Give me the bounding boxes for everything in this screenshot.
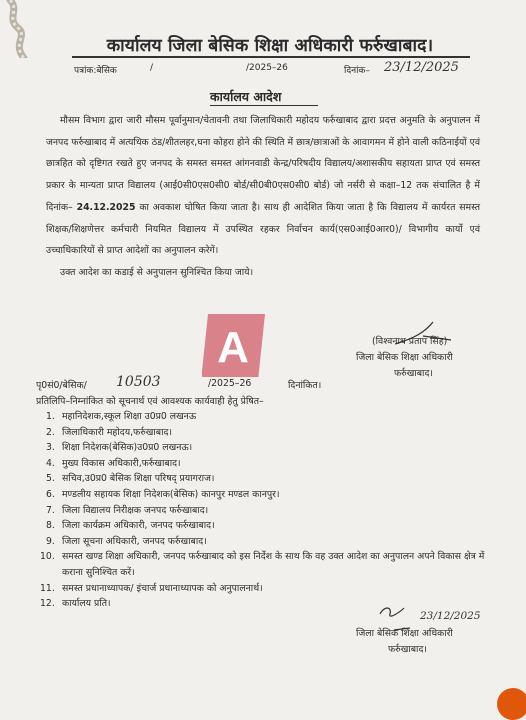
title-underline (72, 56, 470, 58)
signature-date: 23/12/2025 (420, 610, 481, 622)
list-item: 4. मुख्य विकास अधिकारी,फर्रुखाबाद। (46, 457, 181, 469)
watermark-logo-icon (202, 314, 265, 377)
order-paragraph-1: मौसम विभाग द्वारा जारी मौसम पूर्वानुमान/चेतावनी तथा जिलाधिकारी महोदय फर्रुखाबाद द्वारा प्रदत्त अनुमति के अनुपालन में जनपद फर्रुखाबाद में अत्यधिक ठंड/शीतलहर,घना कोहरा होने की स्थिति में छात्र/छात्राओं के आवागमन में होने वाली कठिनाईयों एवं छात्रहित को दृष्टिगत रखते हुए जनपद के समस्त समस्त आंगनवाडी केन्द्र/परिषदीय विद्यालय/अशासकीय सहायता प्राप्त एवं समस्त प्रकार के मान्यता प्राप्त विद्यालय (आई0सी0एस0सी0 बोर्ड/सी0बी0एस0सी0 बोर्ड) जो नर्सरी से कक्षा–12 तक संचालित है में दिनांक– 24.12.2025 का अवकाश घोषित किया जाता है। साथ ही आदेशित किया जाता है कि विद्यालय में कार्यरत समस्त शिक्षक/शिक्षणेत्तर कर्मचारी नियमित विद्यालय में उपस्थित रहकर निर्वाचन कार्य(एस0आई0आर0)/ विभागीय कार्यो एवं उच्चाधिकारियों से प्राप्त आदेशों का अनुपालन करेगें। (46, 115, 481, 257)
reference-separator: / (150, 63, 154, 73)
footer-designation: जिला बेसिक शिक्षा अधिकारी (356, 628, 453, 639)
list-item: 7. जिला विद्यालय निरीक्षक जनपद फर्रुखाबाद। (46, 504, 209, 516)
distribution-intro: प्रतिलिपि–निम्नांकित को सूचनार्थ एवं आवश्यक कार्यवाही हेतु प्रेषित– (36, 396, 264, 407)
order-paragraph-2: उक्त आदेश का कडाई से अनुपालन सुनिश्चित किया जाये। (60, 266, 254, 278)
list-item: 10. समस्त खण्ड शिक्षा अधिकारी, जनपद फर्रुखाबाद को इस निर्देश के साथ कि वह उक्त आदेश का अनुपालन अपने विकास क्षेत्र में कराना सुनिश्चित करें। (40, 551, 485, 578)
list-item: 1. महानिदेशक,स्कूल शिक्षा उ0प्र0 लखनऊ (46, 411, 197, 422)
distribution-list (40, 409, 492, 612)
list-item: 12. कार्यालय प्रति। (40, 598, 111, 610)
list-item: 3. शिक्षा निदेशक(बेसिक)उ0प्र0 लखनऊ। (46, 442, 193, 454)
binding-thread-icon (2, 0, 38, 58)
signatory-place: फर्रुखाबाद। (394, 368, 433, 379)
heading-underline (210, 105, 318, 106)
list-item: 2. जिलाधिकारी महोदय,फर्रुखाबाद। (46, 426, 172, 438)
order-body (46, 110, 480, 284)
date-label: दिनांक– (344, 66, 370, 76)
distribution-ref-number: 10503 (116, 374, 161, 390)
list-item: 6. मण्डलीय सहायक शिक्षा निदेशक(बेसिक) कानपुर मण्डल कानपुर। (46, 488, 280, 500)
footer-place: फर्रुखाबाद। (388, 644, 427, 655)
signatory-name: (विश्वनाथ प्रताप सिंह) (372, 336, 448, 347)
distribution-ref-label: पृ0सं0/बेसिक/ (36, 380, 87, 391)
list-item: 9. जिला सूचना अधिकारी, जनपद फर्रुखाबाद। (46, 535, 207, 547)
holiday-date: 24.12.2025 (76, 201, 136, 213)
svg-text:A: A (217, 323, 249, 372)
reference-label: पत्रांक:बेसिक (74, 66, 117, 76)
distribution-date-label: दिनांकित। (288, 380, 322, 391)
corner-mark-icon (497, 688, 526, 720)
list-item: 8. जिला कार्यक्रम अधिकारी, जनपद फर्रुखाबाद। (46, 520, 215, 532)
order-heading: कार्यालय आदेश (210, 89, 282, 104)
reference-year: /2025–26 (246, 63, 288, 73)
signatory-designation: जिला बेसिक शिक्षा अधिकारी (356, 352, 453, 363)
list-item: 11. समस्त प्रधानाध्यापक/ इंचार्ज प्रधानाध्यापक को अनुपालनार्थ। (40, 582, 263, 594)
office-title: कार्यालय जिला बेसिक शिक्षा अधिकारी फर्रुखाबाद। (106, 36, 434, 56)
handwritten-date: 23/12/2025 (384, 60, 459, 75)
distribution-ref-year: /2025–26 (208, 378, 252, 389)
list-item: 5. सचिव,उ0प्र0 बेसिक शिक्षा परिषद् प्रयागराज। (46, 473, 215, 485)
